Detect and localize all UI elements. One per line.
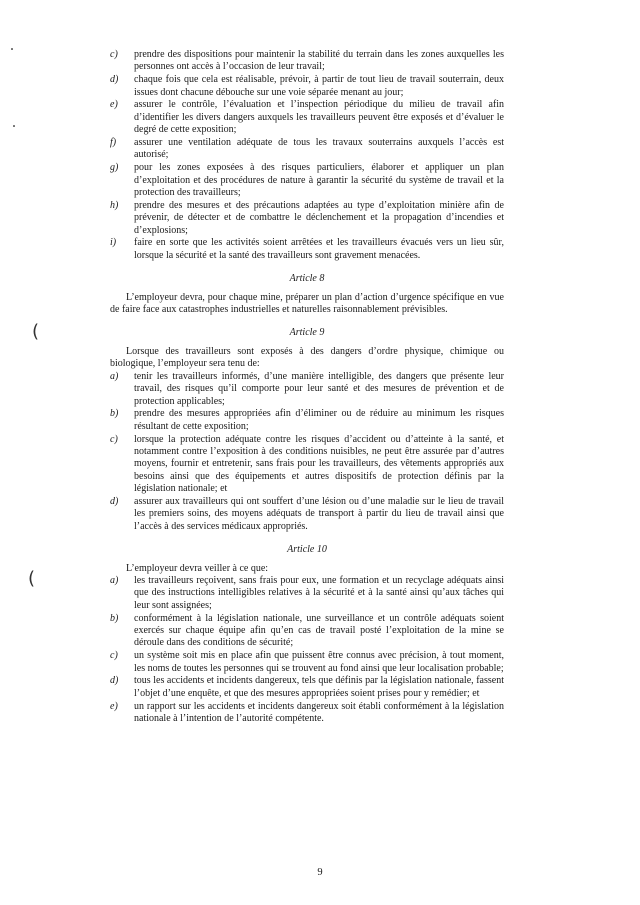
item-marker: i) [110,237,117,249]
list-item [110,237,504,262]
item-marker: c) [110,433,118,445]
list-item [110,575,504,612]
item-text: prendre des mesures appropriées afin d’éliminer ou de réduire au minimum les risques résultant de cette exposition; [134,408,504,432]
item-text: tous les accidents et incidents dangereux, tels que définis par la législation nationale, fassent l’objet d’une enquête, et que des mesures appropriées soient prises pour y remédier; et [134,675,504,699]
item-marker: a) [110,574,119,586]
list-item [110,408,504,433]
item-marker: d) [110,675,119,687]
item-text: assurer aux travailleurs qui ont souffert d’une lésion ou d’une maladie sur le lieu de travail les premiers soins, des moyens adéquats de transport à partir du lieu de travail ainsi que l’accès à des services médicaux appropriés. [134,495,504,532]
item-text: pour les zones exposées à des risques particuliers, élaborer et appliquer un plan d’exploitation et des procédures de nature à garantir la sécurité du système de travail et la protection des travailleurs; [134,162,504,199]
article-10-heading: Article 10 [287,544,327,556]
item-text: assurer le contrôle, l’évaluation et l’inspection périodique du milieu de travail afin d’identifier les divers dangers auxquels les travailleurs peuvent être exposés et d’évaluer le degré de cette exposition; [134,99,504,136]
scan-speck [11,48,13,50]
list-item [110,650,504,675]
article-8-text: L’employeur devra, pour chaque mine, préparer un plan d’action d’urgence spécifique en vue de faire face aux catastrophes industrielles et naturelles raisonnablement prévisibles. [110,291,504,316]
page-number: 9 [317,867,323,878]
list-item [110,74,504,99]
list-item [110,434,504,496]
article-8-heading: Article 8 [289,273,325,285]
item-marker: a) [110,370,119,382]
item-marker: c) [110,49,118,60]
list-item [110,496,504,533]
list-item [110,613,504,650]
document-page [110,49,504,726]
item-marker: e) [110,700,118,712]
article-9-intro: Lorsque des travailleurs sont exposés à des dangers d’ordre physique, chimique ou biologique, l’employeur sera tenu de: [110,345,504,370]
list-item [110,49,504,74]
list-item [110,99,504,136]
list-item [110,162,504,199]
list-item [110,701,504,726]
item-text: lorsque la protection adéquate contre les risques d’accident ou d’atteinte à la santé, et notamment contre l’exposition à des conditions nuisibles, ne peut être assurée par d’autres moyens, fournir et entretenir, sans frais pour les travailleurs, des vêtements appropriés aux besoins ainsi que des équipements et autres dispositifs de protection définis par la législation nationale; et [134,433,504,495]
item-marker: c) [110,650,118,662]
item-marker: h) [110,199,119,211]
margin-mark: ( [28,568,36,589]
item-text: chaque fois que cela est réalisable, prévoir, à partir de tout lieu de travail souterrain, deux issues dont chacune débouche sur une voie séparée menant au jour; [134,74,504,98]
list-item [110,137,504,162]
item-text: un système soit mis en place afin que puissent être connus avec précision, à tout moment, les noms de toutes les personnes qui se trouvent au fond ainsi que leur localisation probable; [134,650,504,674]
article-10-intro: L’employeur devra veiller à ce que: [126,562,269,574]
article-9-heading: Article 9 [289,327,325,339]
item-text: tenir les travailleurs informés, d’une manière intelligible, des dangers que présente leur travail, des risques qu’il comporte pour leur santé et des mesures de prévention et de protection applicables; [134,370,504,407]
item-marker: d) [110,495,119,507]
item-marker: e) [110,99,118,111]
item-marker: b) [110,408,119,420]
list-item [110,200,504,237]
list-item [110,675,504,700]
article-7-list [110,49,504,262]
article-9-list [110,371,504,533]
item-text: les travailleurs reçoivent, sans frais pour eux, une formation et un recyclage adéquats ainsi que des instructions intelligibles relatives à la sécurité et à la santé ainsi qu’aux tâches qui leur sont assignées; [134,574,504,611]
scan-speck [13,125,15,127]
list-item [110,371,504,408]
margin-mark: ( [32,321,40,342]
item-marker: f) [110,137,117,149]
item-text: conformément à la législation nationale, une surveillance et un contrôle adéquats soient exercés sur chaque équipe afin qu’en cas de travail posté l’exploitation de la mine se déroule dans des conditions de sécurité; [134,612,504,649]
item-text: un rapport sur les accidents et incidents dangereux soit établi conformément à la législation nationale à l’intention de l’autorité compétente. [134,700,504,724]
item-marker: g) [110,162,119,174]
item-text: prendre des dispositions pour maintenir la stabilité du terrain dans les zones auxquelles les personnes ont accès à l’occasion de leur travail; [134,49,504,73]
article-10-list [110,575,504,725]
item-text: prendre des mesures et des précautions adaptées au type d’exploitation minière afin de prévenir, de détecter et de combattre le déclenchement et la propagation d’incendies et d’explosions; [134,199,504,236]
item-marker: b) [110,612,119,624]
item-text: faire en sorte que les activités soient arrêtées et les travailleurs évacués vers un lieu sûr, lorsque la sécurité et la santé des travailleurs sont gravement menacées. [134,237,504,261]
item-marker: d) [110,74,119,86]
item-text: assurer une ventilation adéquate de tous les travaux souterrains auxquels l’accès est autorisé; [134,137,504,161]
